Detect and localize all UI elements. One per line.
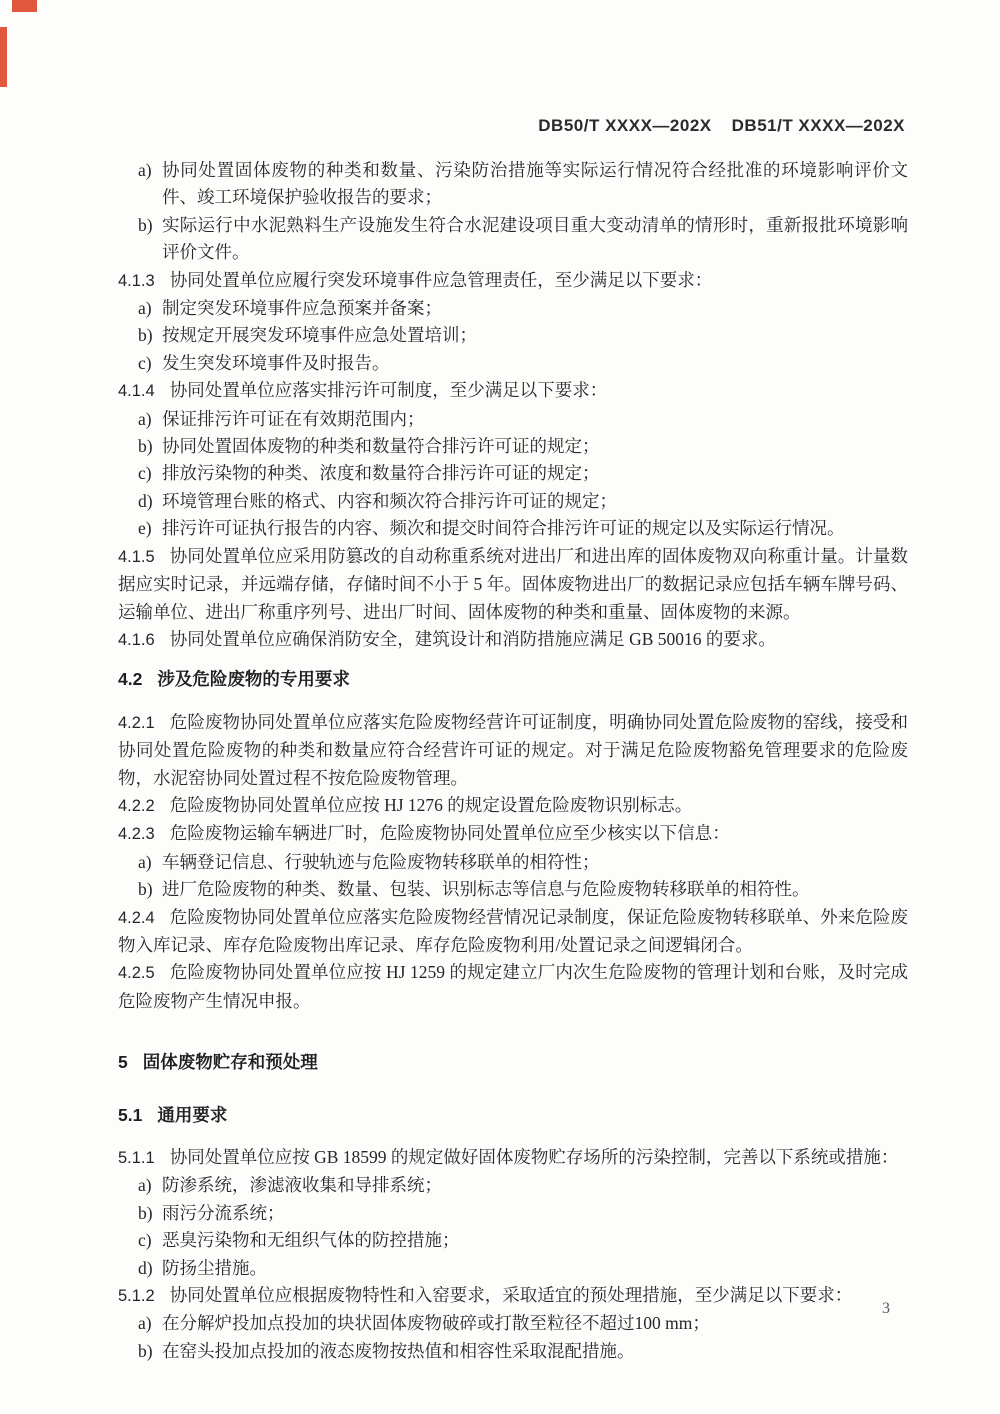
list-item-label: a) bbox=[138, 160, 152, 180]
list-item-text: 进厂危险废物的种类、数量、包装、识别标志等信息与危险废物转移联单的相符性。 bbox=[162, 879, 810, 900]
clause-number: 4.2.1 bbox=[118, 713, 155, 732]
list-item-text: 排放污染物的种类、浓度和数量符合排污许可证的规定； bbox=[162, 463, 600, 484]
list-item-label: c) bbox=[138, 1230, 152, 1251]
standard-code-left: DB50/T XXXX—202X bbox=[538, 116, 712, 135]
list-item-label: b) bbox=[138, 325, 153, 346]
scan-artifact-top-mark bbox=[12, 0, 37, 12]
clause-text: 协同处置单位应按 GB 18599 的规定做好固体废物贮存场所的污染控制，完善以下系统或措施： bbox=[169, 1147, 899, 1167]
list-item-label: b) bbox=[138, 214, 153, 235]
list-item-label: e) bbox=[138, 518, 152, 539]
list-item-text: 协同处置固体废物的种类和数量、污染防治措施等实际运行情况符合经批准的环境影响评价文件、竣工环境保护验收报告的要求； bbox=[162, 160, 908, 208]
standard-code-right: DB51/T XXXX—202X bbox=[731, 116, 905, 135]
list-item-b bbox=[118, 322, 908, 349]
clause-4-2-3 bbox=[118, 820, 908, 848]
clause-text: 危险废物协同处置单位应落实危险废物经营许可证制度，明确协同处置危险废物的窑线，接受和协同处置危险废物的种类和数量应符合经营许可证的规定。对于满足危险废物豁免管理要求的危险废物，水泥窑协同处置过程不按危险废物管理。 bbox=[118, 711, 908, 788]
clause-4-2-1 bbox=[118, 709, 908, 792]
list-item-text: 保证排污许可证在有效期范围内； bbox=[162, 408, 425, 429]
list-item-text: 制定突发环境事件应急预案并备案； bbox=[162, 298, 442, 319]
list-item-a bbox=[118, 1172, 908, 1199]
clause-text: 协同处置单位应履行突发环境事件应急管理责任，至少满足以下要求： bbox=[169, 269, 713, 290]
list-item-text: 在分解炉投加点投加的块状固体废物破碎或打散至粒径不超过100 mm； bbox=[162, 1313, 710, 1334]
list-item-a bbox=[118, 157, 908, 212]
list-item-b bbox=[118, 876, 908, 903]
clause-number: 4.1.4 bbox=[118, 382, 155, 401]
list-item-a bbox=[118, 406, 908, 433]
section-number: 5.1 bbox=[118, 1104, 143, 1125]
list-item-text: 恶臭污染物和无组织气体的防控措施； bbox=[162, 1230, 460, 1251]
list-item-label: b) bbox=[138, 436, 153, 457]
list-item-b bbox=[118, 212, 908, 267]
list-item-a bbox=[118, 1310, 908, 1337]
clause-text: 协同处置单位应落实排污许可制度，至少满足以下要求： bbox=[169, 380, 608, 401]
section-title: 通用要求 bbox=[157, 1104, 228, 1125]
clause-4-2-2 bbox=[118, 792, 908, 820]
clause-number: 4.1.3 bbox=[118, 271, 155, 290]
section-title: 涉及危险废物的专用要求 bbox=[157, 669, 350, 690]
clause-text: 协同处置单位应根据废物特性和入窑要求，采取适宜的预处理措施，至少满足以下要求： bbox=[169, 1285, 853, 1306]
list-item-label: c) bbox=[138, 463, 152, 484]
clause-text: 危险废物协同处置单位应按 HJ 1259 的规定建立厂内次生危险废物的管理计划和台账，及时完成危险废物产生情况申报。 bbox=[118, 962, 908, 1011]
list-item-d bbox=[118, 488, 908, 515]
list-item-text: 防扬尘措施。 bbox=[162, 1257, 267, 1278]
list-item-label: a) bbox=[138, 298, 152, 319]
list-item-c bbox=[118, 1227, 908, 1254]
list-item-text: 实际运行中水泥熟料生产设施发生符合水泥建设项目重大变动清单的情形时，重新报批环境影响评价文件。 bbox=[162, 214, 908, 263]
document-body bbox=[118, 157, 908, 1365]
clause-text: 危险废物运输车辆进厂时，危险废物协同处置单位应至少核实以下信息： bbox=[169, 823, 730, 844]
clause-number: 4.2.3 bbox=[118, 825, 155, 844]
list-item-label: a) bbox=[138, 1175, 152, 1196]
section-heading-5 bbox=[118, 1049, 908, 1076]
list-item-b bbox=[118, 1200, 908, 1227]
list-item-text: 发生突发环境事件及时报告。 bbox=[162, 352, 390, 373]
list-item-label: d) bbox=[138, 490, 153, 511]
list-item-text: 车辆登记信息、行驶轨迹与危险废物转移联单的相符性； bbox=[162, 851, 600, 872]
list-item-text: 在窑头投加点投加的液态废物按热值和相容性采取混配措施。 bbox=[162, 1340, 635, 1361]
clause-number: 4.2.4 bbox=[118, 908, 155, 927]
list-item-text: 按规定开展突发环境事件应急处置培训； bbox=[162, 325, 477, 346]
page-number: 3 bbox=[882, 1300, 890, 1317]
list-item-label: a) bbox=[138, 1313, 152, 1334]
list-item-text: 排污许可证执行报告的内容、频次和提交时间符合排污许可证的规定以及实际运行情况。 bbox=[162, 518, 845, 539]
clause-4-1-4 bbox=[118, 377, 908, 405]
scan-artifact-left-mark bbox=[0, 27, 7, 87]
clause-5-1-1 bbox=[118, 1144, 908, 1172]
list-item-label: b) bbox=[138, 879, 153, 900]
list-item-a bbox=[118, 295, 908, 322]
list-item-label: b) bbox=[138, 1340, 153, 1361]
list-item-text: 雨污分流系统； bbox=[162, 1202, 285, 1223]
section-heading-5-1 bbox=[118, 1102, 908, 1129]
clause-number: 5.1.1 bbox=[118, 1149, 155, 1167]
list-item-label: a) bbox=[138, 851, 152, 872]
clause-text: 协同处置单位应采用防篡改的自动称重系统对进出厂和进出库的固体废物双向称重计量。计量数据应实时记录，并远端存储，存储时间不小于 5 年。固体废物进出厂的数据记录应包括车辆车牌号码、运输单位、进出厂称重序列号、进出厂时间、固体废物的种类和重量、固体废物的来源。 bbox=[118, 545, 908, 622]
list-item-label: c) bbox=[138, 352, 152, 373]
clause-number: 4.2.2 bbox=[118, 796, 155, 815]
section-title: 固体废物贮存和预处理 bbox=[142, 1052, 318, 1073]
section-number: 5 bbox=[118, 1052, 128, 1073]
list-item-text: 防渗系统，渗滤液收集和导排系统； bbox=[162, 1175, 442, 1196]
clause-text: 协同处置单位应确保消防安全，建筑设计和消防措施应满足 GB 50016 的要求。 bbox=[169, 628, 776, 649]
clause-number: 4.1.5 bbox=[118, 547, 155, 566]
clause-4-1-6 bbox=[118, 626, 908, 654]
clause-4-2-4 bbox=[118, 904, 908, 960]
document-header bbox=[538, 116, 905, 136]
list-item-label: d) bbox=[138, 1257, 153, 1278]
list-item-c bbox=[118, 350, 908, 377]
list-item-b bbox=[118, 433, 908, 460]
section-number: 4.2 bbox=[118, 669, 143, 690]
clause-number: 4.1.6 bbox=[118, 630, 155, 649]
clause-4-1-3 bbox=[118, 267, 908, 295]
list-item-c bbox=[118, 460, 908, 487]
list-item-label: a) bbox=[138, 408, 152, 429]
clause-text: 危险废物协同处置单位应落实危险废物经营情况记录制度，保证危险废物转移联单、外来危险废物入库记录、库存危险废物出库记录、库存危险废物利用/处置记录之间逻辑闭合。 bbox=[118, 906, 908, 955]
list-item-a bbox=[118, 849, 908, 876]
section-heading-4-2 bbox=[118, 666, 908, 693]
clause-5-1-2 bbox=[118, 1282, 908, 1310]
clause-number: 4.2.5 bbox=[118, 964, 155, 983]
list-item-e bbox=[118, 515, 908, 542]
clause-number: 5.1.2 bbox=[118, 1287, 155, 1306]
list-item-d bbox=[118, 1255, 908, 1282]
clause-text: 危险废物协同处置单位应按 HJ 1276 的规定设置危险废物识别标志。 bbox=[169, 794, 693, 815]
clause-4-1-5 bbox=[118, 543, 908, 626]
list-item-label: b) bbox=[138, 1202, 153, 1223]
list-item-b bbox=[118, 1338, 908, 1365]
list-item-text: 环境管理台账的格式、内容和频次符合排污许可证的规定； bbox=[162, 490, 617, 511]
list-item-text: 协同处置固体废物的种类和数量符合排污许可证的规定； bbox=[162, 436, 600, 457]
clause-4-2-5 bbox=[118, 959, 908, 1015]
